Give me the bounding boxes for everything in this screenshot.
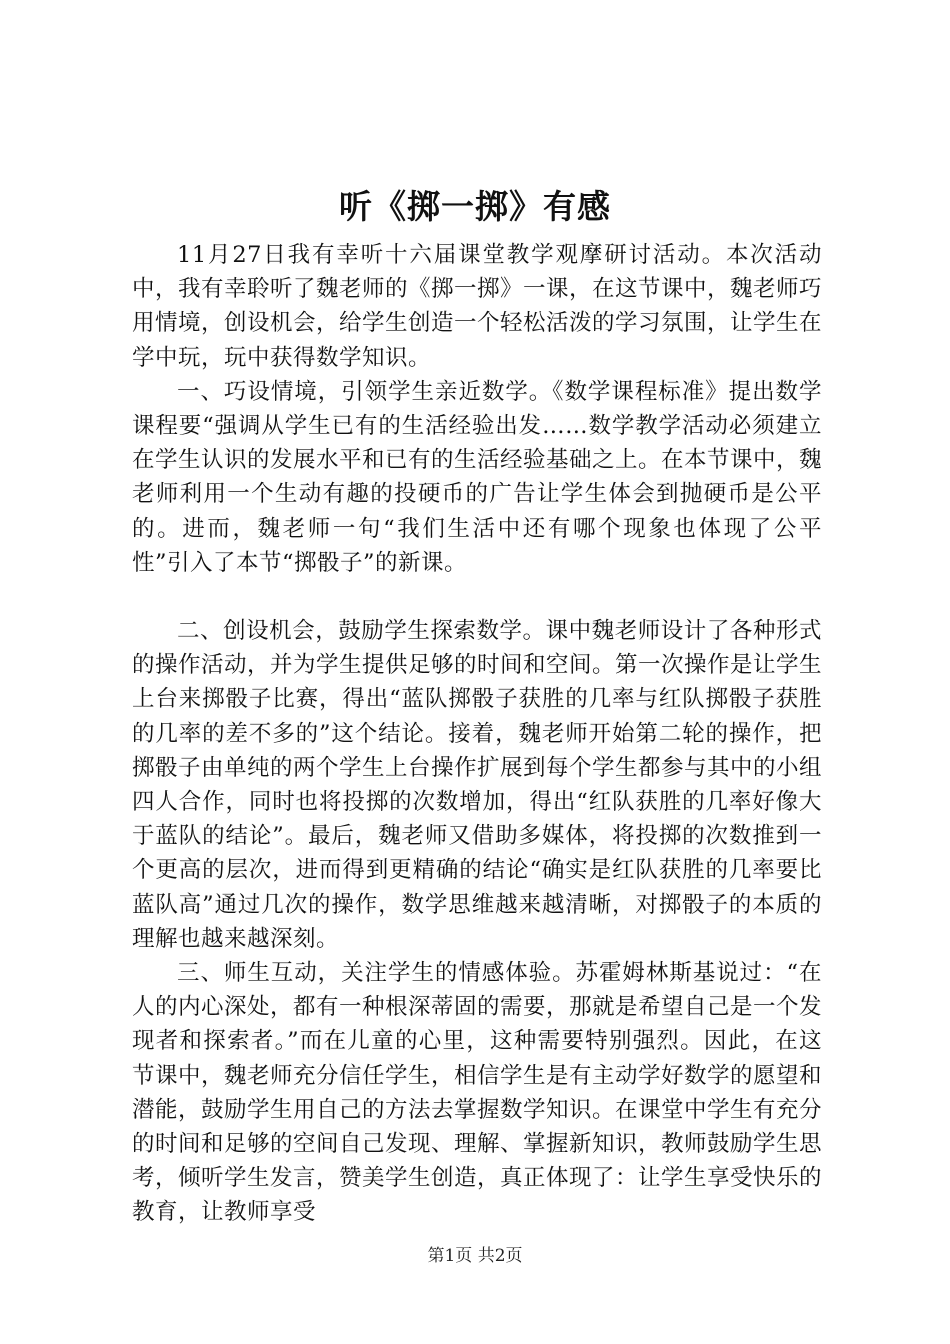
paragraph-intro: 11月27日我有幸听十六届课堂教学观摩研讨活动。本次活动中，我有幸聆听了魏老师的《掷一掷》一课，在这节课中，魏老师巧用情境，创设机会，给学生创造一个轻松活泼的学习氛围，让学生在学中玩，玩中获得数学知识。 bbox=[132, 242, 823, 371]
paragraph-section-1: 一、巧设情境，引领学生亲近数学。《数学课程标准》提出数学课程要“强调从学生已有的生活经验出发……数学教学活动必须建立在学生认识的发展水平和已有的生活经验基础之上。在本节课中，魏老师利用一个生动有趣的投硬币的广告让学生体会到抛硬币是公平的。进而，魏老师一句“我们生活中还有哪个现象也体现了公平性”引入了本节“掷骰子”的新课。 bbox=[132, 378, 823, 576]
document-title: 听《掷一掷》有感 bbox=[339, 187, 611, 226]
page-number-footer: 第1页 共2页 bbox=[427, 1246, 523, 1266]
paragraph-section-2: 二、创设机会，鼓励学生探索数学。课中魏老师设计了各种形式的操作活动，并为学生提供足够的时间和空间。第一次操作是让学生上台来掷骰子比赛，得出“蓝队掷骰子获胜的几率与红队掷骰子获胜的几率的差不多的”这个结论。接着，魏老师开始第二轮的操作，把掷骰子由单纯的两个学生上台操作扩展到每个学生都参与其中的小组四人合作，同时也将投掷的次数增加，得出“红队获胜的几率好像大于蓝队的结论”。最后，魏老师又借助多媒体，将投掷的次数推到一个更高的层次，进而得到更精确的结论“确实是红队获胜的几率要比蓝队高”通过几次的操作，数学思维越来越清晰，对掷骰子的本质的理解也越来越深刻。 bbox=[132, 618, 823, 952]
paragraph-section-3: 三、师生互动，关注学生的情感体验。苏霍姆林斯基说过：“在人的内心深处，都有一种根深蒂固的需要，那就是希望自己是一个发现者和探索者。”而在儿童的心里，这种需要特别强烈。因此，在这节课中，魏老师充分信任学生，相信学生是有主动学好数学的愿望和潜能，鼓励学生用自己的方法去掌握数学知识。在课堂中学生有充分的时间和足够的空间自己发现、理解、掌握新知识，教师鼓励学生思考，倾听学生发言，赞美学生创造，真正体现了：让学生享受快乐的教育，让教师享受 bbox=[132, 960, 823, 1226]
document-body bbox=[132, 238, 822, 1230]
